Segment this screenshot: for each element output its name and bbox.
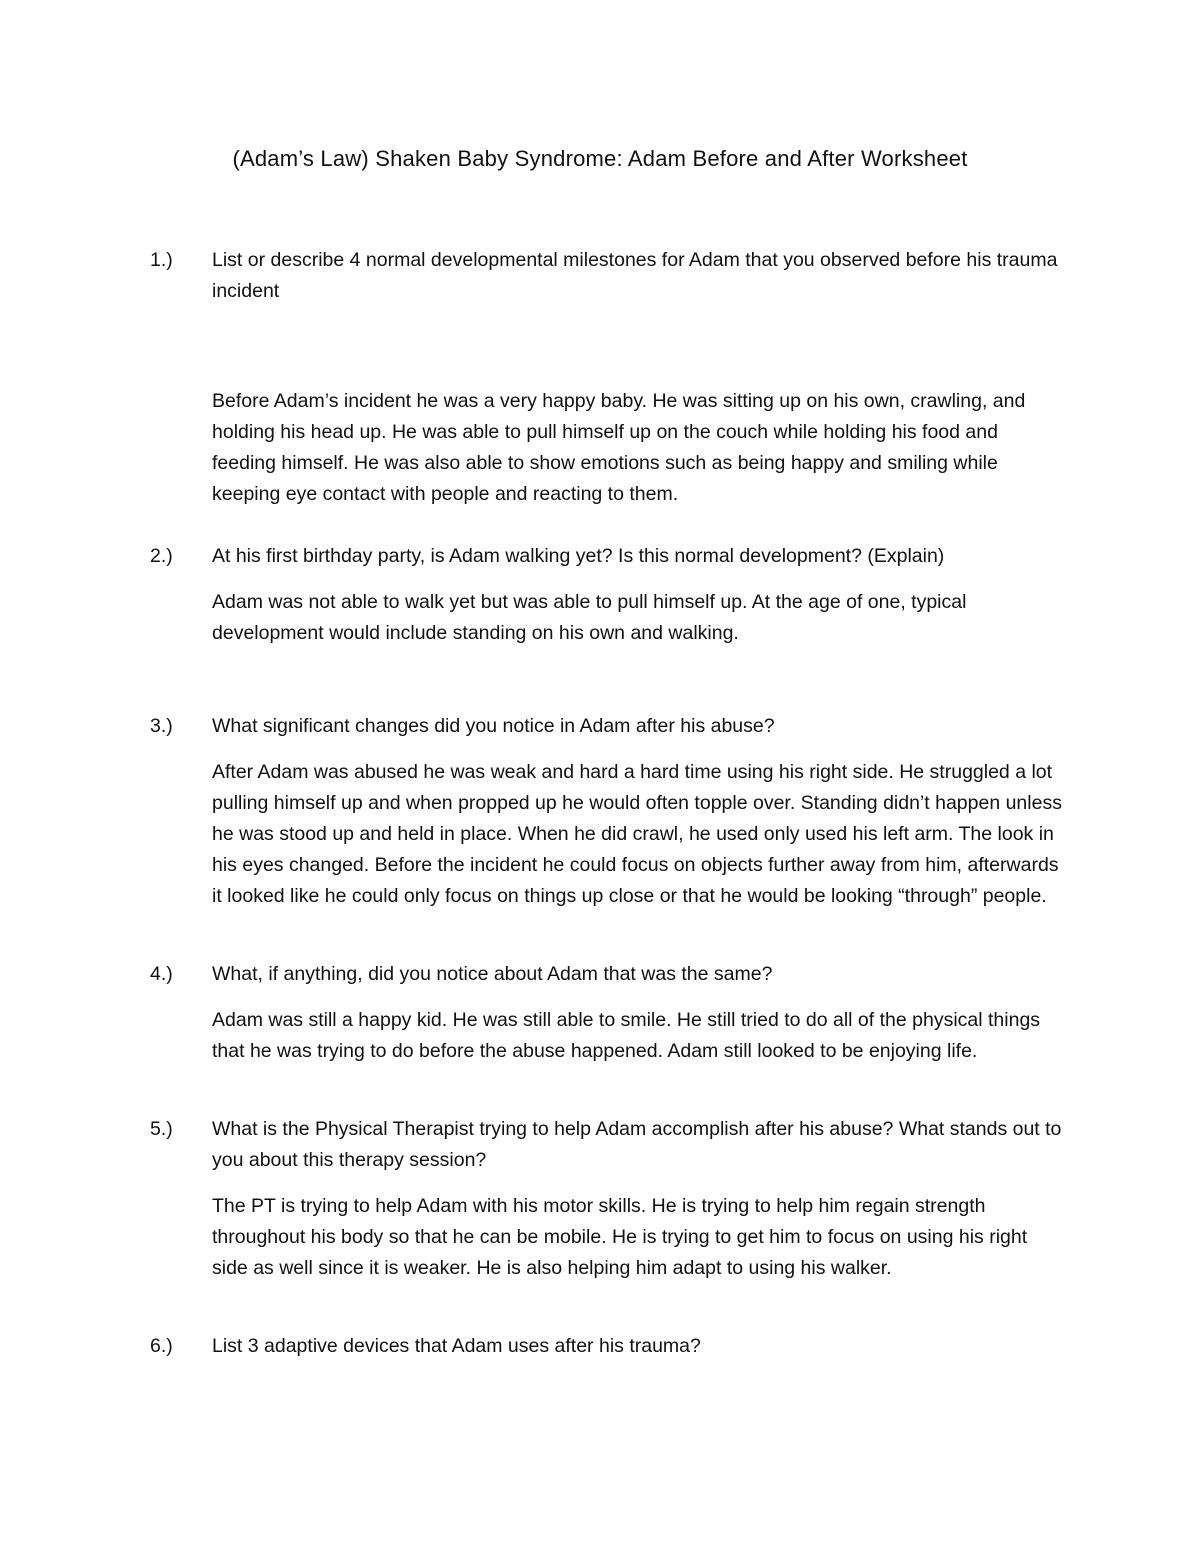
- question-6: [150, 1331, 1070, 1362]
- question-number: 4.): [150, 963, 173, 985]
- question-text: What significant changes did you notice in Adam after his abuse?: [212, 715, 775, 737]
- answer-4: Adam was still a happy kid. He was still able to smile. He still tried to do all of the physical things that he was trying to do before the abuse happened. Adam still looked to be enjoying life.: [212, 1009, 1041, 1062]
- answer-1: Before Adam’s incident he was a very happy baby. He was sitting up on his own, crawling, and holding his head up. He was able to pull himself up on the couch while holding his food and feeding himself. He was also able to show emotions such as being happy and smiling while keeping eye contact with people and reacting to them.: [212, 390, 1026, 505]
- question-text: List 3 adaptive devices that Adam uses after his trauma?: [212, 1335, 701, 1357]
- question-number: 5.): [150, 1118, 173, 1140]
- answer-5: The PT is trying to help Adam with his motor skills. He is trying to help him regain strength throughout his body so that he can be mobile. He is trying to get him to focus on using his right side as well since it is weaker. He is also helping him adapt to using his walker.: [212, 1195, 1028, 1279]
- question-text: At his first birthday party, is Adam walking yet? Is this normal development? (Explain): [212, 545, 945, 567]
- question-3: [150, 711, 1070, 742]
- answer-2: Adam was not able to walk yet but was able to pull himself up. At the age of one, typical development would include standing on his own and walking.: [212, 591, 967, 644]
- answer-3: After Adam was abused he was weak and hard a hard time using his right side. He struggled a lot pulling himself up and when propped up he would often topple over. Standing didn’t happen unless he was stood up and held in place. When he did crawl, he used only used his left arm. The look in his eyes changed. Before the incident he could focus on objects further away from him, afterwards it looked like he could only focus on things up close or that he would be looking “through” people.: [212, 761, 1062, 907]
- question-text: What is the Physical Therapist trying to help Adam accomplish after his abuse? What stands out to you about this therapy session?: [212, 1118, 1062, 1171]
- question-text: What, if anything, did you notice about Adam that was the same?: [212, 963, 773, 985]
- question-4: [150, 959, 1070, 990]
- question-number: 1.): [150, 249, 173, 271]
- question-number: 2.): [150, 545, 173, 567]
- question-number: 6.): [150, 1335, 173, 1357]
- page-title: (Adam’s Law) Shaken Baby Syndrome: Adam Before and After Worksheet: [232, 146, 968, 171]
- question-5: [150, 1114, 1070, 1176]
- question-1: [150, 245, 1070, 307]
- question-2: [150, 541, 1070, 572]
- question-number: 3.): [150, 715, 173, 737]
- question-text: List or describe 4 normal developmental milestones for Adam that you observed before his trauma incident: [212, 249, 1058, 302]
